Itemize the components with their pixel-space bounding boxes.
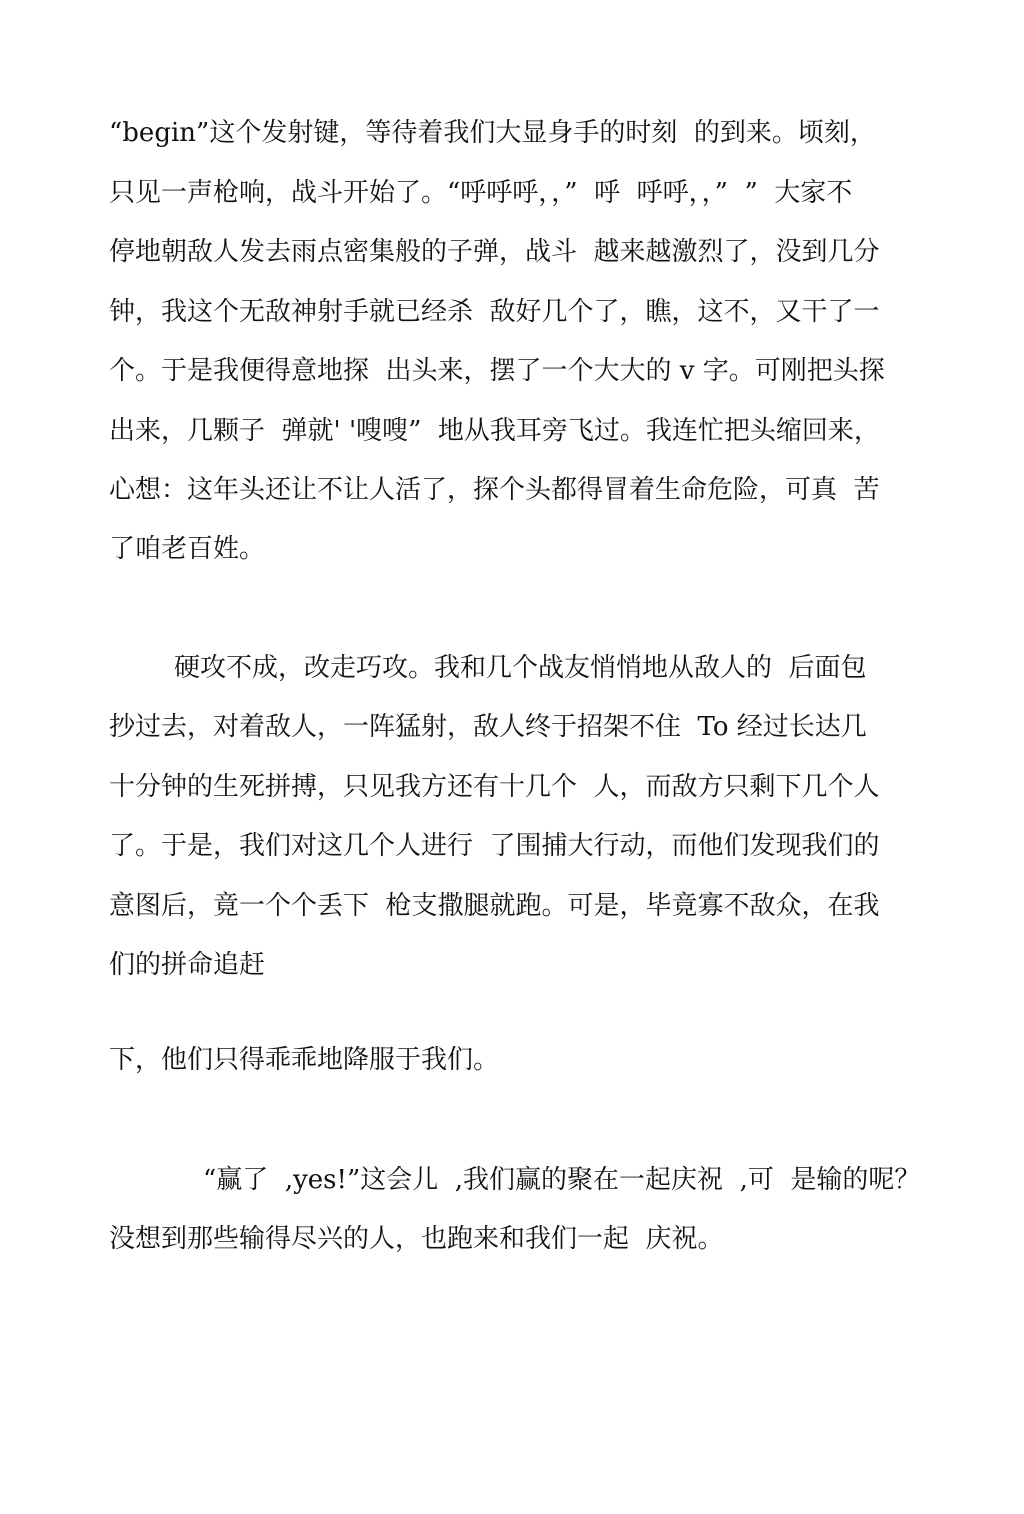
- paragraph-2-line-5: 意图后，竟一个个丢下 枪支撒腿就跑。可是，毕竟寡不敌众，在我: [109, 891, 880, 921]
- paragraph-1-line-3: 停地朝敌人发去雨点密集般的子弹，战斗 越来越激烈了，没到几分: [109, 237, 880, 267]
- paragraph-2-line-1: 硬攻不成，改走巧攻。我和几个战友悄悄地从敌人的 后面包: [174, 653, 867, 683]
- paragraph-2-line-4: 了。于是，我们对这几个人进行 了围捕大行动，而他们发现我们的: [109, 831, 880, 861]
- paragraph-2-line-2: 抄过去，对着敌人，一阵猛射，敌人终于招架不住 To 经过长达几: [109, 712, 867, 742]
- paragraph-1-line-8: 了咱老百姓。: [109, 534, 266, 564]
- paragraph-4-line-1: “赢了 ,yes!”这会儿 ,我们赢的聚在一起庆祝 ,可 是输的呢？: [203, 1165, 921, 1195]
- paragraph-2-line-3: 十分钟的生死拼搏，只见我方还有十几个 人，而敌方只剩下几个人: [109, 772, 880, 802]
- paragraph-3-line-1: 下，他们只得乖乖地降服于我们。: [109, 1045, 500, 1075]
- paragraph-1-line-5: 个。于是我便得意地探 出头来，摆了一个大大的 v 字。可刚把头探: [109, 356, 885, 386]
- paragraph-1-line-2: 只见一声枪响，战斗开始了。“呼呼呼，，” 呼 呼呼，，” ” 大家不: [109, 178, 853, 208]
- paragraph-1-line-6: 出来，几颗子 弹就' '嗖嗖” 地从我耳旁飞过。我连忙把头缩回来，: [109, 416, 880, 446]
- paragraph-4-line-2: 没想到那些输得尽兴的人，也跑来和我们一起 庆祝。: [109, 1224, 724, 1254]
- paragraph-1-line-7: 心想：这年头还让不让人活了，探个头都得冒着生命危险，可真 苦: [109, 475, 880, 505]
- paragraph-2-line-6: 们的拼命追赶: [109, 950, 266, 980]
- paragraph-1-line-1: “begin”这个发射键，等待着我们大显身手的时刻 的到来。顷刻，: [109, 118, 876, 148]
- paragraph-1-line-4: 钟，我这个无敌神射手就已经杀 敌好几个了，瞧，这不，又干了一: [109, 297, 880, 327]
